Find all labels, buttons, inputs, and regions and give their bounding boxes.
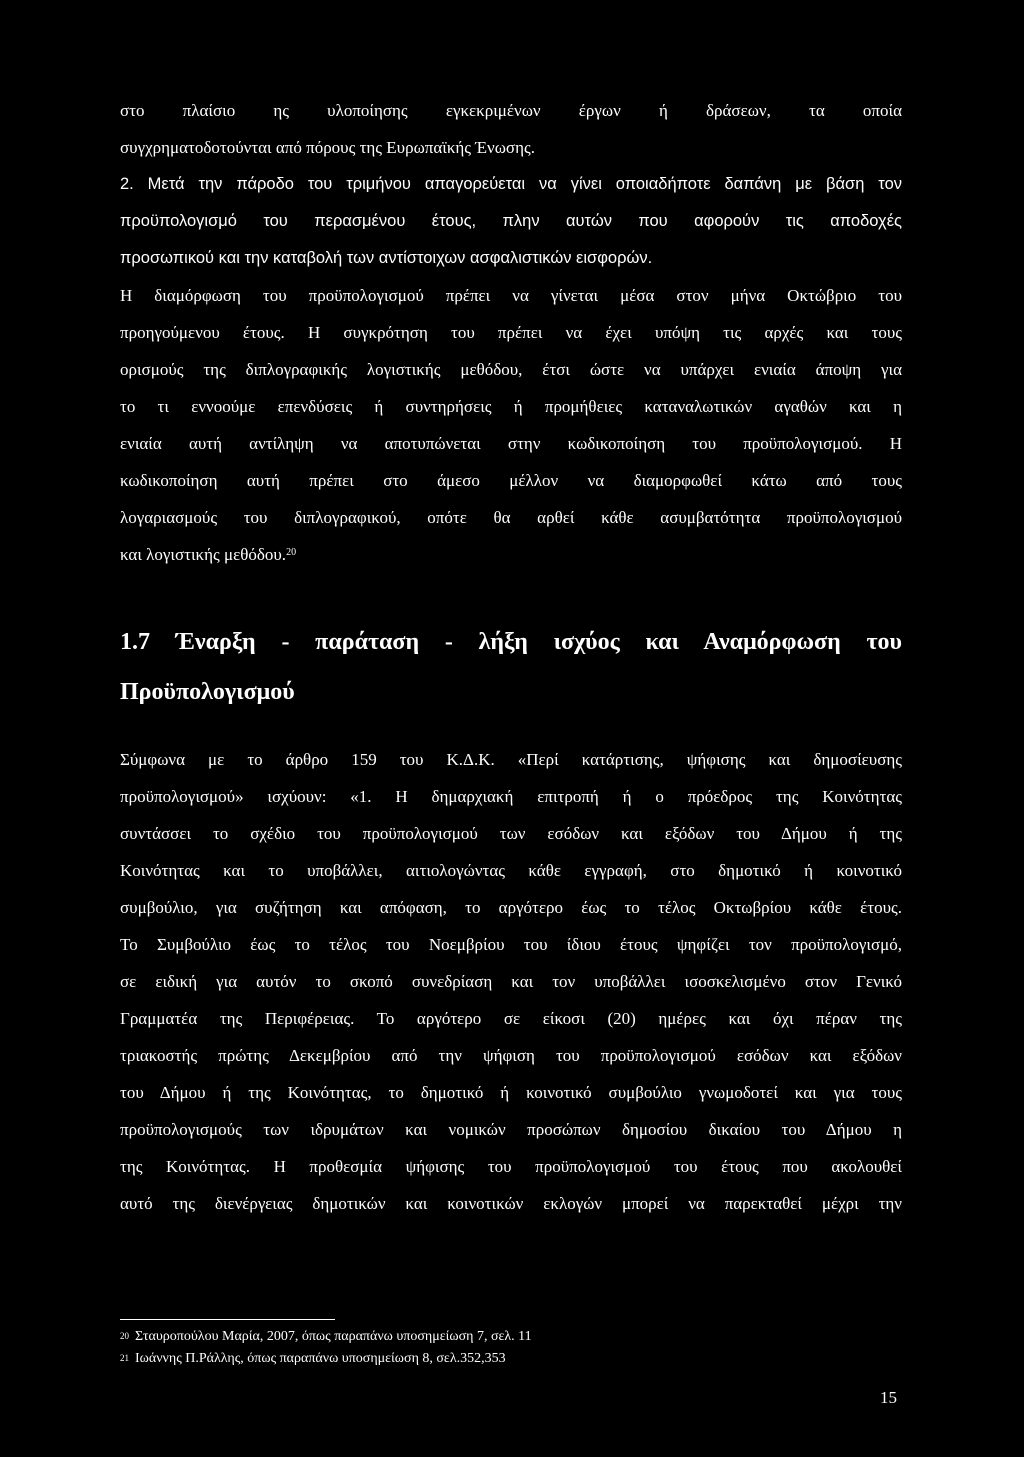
text-line: Σύμφωνα με το άρθρο 159 του Κ.Δ.Κ. «Περί κατάρτισης, ψήφισης και δημοσίευσης [120, 750, 902, 769]
footnote-divider [120, 1319, 335, 1320]
text-line: αυτό της διενέργειας δημοτικών και κοινοτικών εκλογών μπορεί να παρεκταθεί μέχρι την [120, 1194, 902, 1213]
text-line-last [120, 536, 902, 573]
text-line: Το Συμβούλιο έως το τέλος του Νοεμβρίου του ίδιου έτους ψηφίζει τον προϋπολογισμό, [120, 935, 902, 954]
page-number: 15 [880, 1388, 897, 1407]
footnote-text: Σταυροπούλου Μαρία, 2007, όπως παραπάνω υποσημείωση 7, σελ. 11 [135, 1329, 532, 1344]
paragraph-4 [120, 741, 902, 1222]
text-line: συντάσσει το σχέδιο του προϋπολογισμού των εσόδων και εξόδων του Δήμου ή της [120, 824, 902, 843]
text-line: προϋπολογισμό του περασμένου έτους, πλην αυτών που αφορούν τις αποδοχές [120, 212, 902, 230]
text-line: προϋπολογισμού» ισχύουν: «1. Η δημαρχιακή επιτροπή ή ο πρόεδρος της Κοινότητας [120, 787, 902, 806]
text-line: τριακοστής πρώτης Δεκεμβρίου από την ψήφιση του προϋπολογισμού εσόδων και εξόδων [120, 1046, 902, 1065]
text-line: προηγούμενου έτους. Η συγκρότηση του πρέπει να έχει υπόψη τις αρχές και τους [120, 323, 902, 342]
paragraph-2 [120, 166, 902, 277]
text-line: ενιαία αυτή αντίληψη να αποτυπώνεται στην κωδικοποίηση του προϋπολογισμού. Η [120, 434, 902, 453]
text-line: προϋπολογισμούς των ιδρυμάτων και νομικών προσώπων δημοσίου δικαίου του Δήμου η [120, 1120, 902, 1139]
text-line: συγχρηματοδοτούνται από πόρους της Ευρωπαϊκής Ένωσης. [120, 138, 535, 157]
footnote-reference[interactable]: 20 [286, 547, 297, 558]
footnote-21 [120, 1348, 720, 1370]
footnote-number: 21 [120, 1353, 129, 1363]
text-line: της Κοινότητας. Η προθεσμία ψήφισης του προϋπολογισμού του έτους που ακολουθεί [120, 1157, 902, 1176]
text-line: Γραμματέα της Περιφέρειας. Το αργότερο σε είκοσι (20) ημέρες και όχι πέραν της [120, 1009, 902, 1028]
text-line: Η διαμόρφωση του προϋπολογισμού πρέπει να γίνεται μέσα στον μήνα Οκτώβριο του [120, 286, 902, 305]
text-line: στο πλαίσιο ης υλοποίησης εγκεκριμένων έργων ή δράσεων, τα οποία [120, 101, 902, 120]
text-line: σε ειδική για αυτόν το σκοπό συνεδρίαση και τον υποβάλλει ισοσκελισμένο στον Γενικό [120, 972, 902, 991]
section-heading-line-2: Προϋπολογισμού [120, 679, 295, 705]
text-line: συμβούλιο, για συζήτηση και απόφαση, το αργότερο έως το τέλος Οκτωβρίου κάθε έτους. [120, 898, 902, 917]
text-line: το τι εννοούμε επενδύσεις ή συντηρήσεις ή προμήθειες καταναλωτικών αγαθών και η [120, 397, 902, 416]
footnotes [120, 1326, 720, 1370]
text-line: Κοινότητας και το υποβάλλει, αιτιολογώντας κάθε εγγραφή, στο δημοτικό ή κοινοτικό [120, 861, 902, 880]
text-line-content: και λογιστικής μεθόδου. [120, 545, 287, 564]
text-line: 2. Μετά την πάροδο του τριμήνου απαγορεύεται να γίνει οποιαδήποτε δαπάνη με βάση τον [120, 175, 902, 193]
section-heading [120, 617, 902, 717]
text-line: κωδικοποίηση αυτή πρέπει στο άμεσο μέλλον να διαμορφωθεί κάτω από τους [120, 471, 902, 490]
text-line: λογαριασμούς του διπλογραφικού, οπότε θα αρθεί κάθε ασυμβατότητα προϋπολογισμού [120, 508, 902, 527]
text-line: του Δήμου ή της Κοινότητας, το δημοτικό ή κοινοτικό συμβούλιο γνωμοδοτεί και για τους [120, 1083, 902, 1102]
footnote-number: 20 [120, 1331, 129, 1341]
paragraph-1 [120, 92, 902, 166]
footnote-text: Ιωάννης Π.Ράλλης, όπως παραπάνω υποσημείωση 8, σελ.352,353 [135, 1351, 506, 1366]
footnote-20 [120, 1326, 720, 1348]
text-line: ορισμούς της διπλογραφικής λογιστικής μεθόδου, έτσι ώστε να υπάρχει ενιαία άποψη για [120, 360, 902, 379]
text-line: προσωπικού και την καταβολή των αντίστοιχων ασφαλιστικών εισφορών. [120, 249, 653, 267]
page-body [120, 92, 902, 1222]
section-heading-line-1: 1.7 Έναρξη - παράταση - λήξη ισχύος και Αναμόρφωση του [120, 629, 902, 655]
paragraph-3 [120, 277, 902, 573]
